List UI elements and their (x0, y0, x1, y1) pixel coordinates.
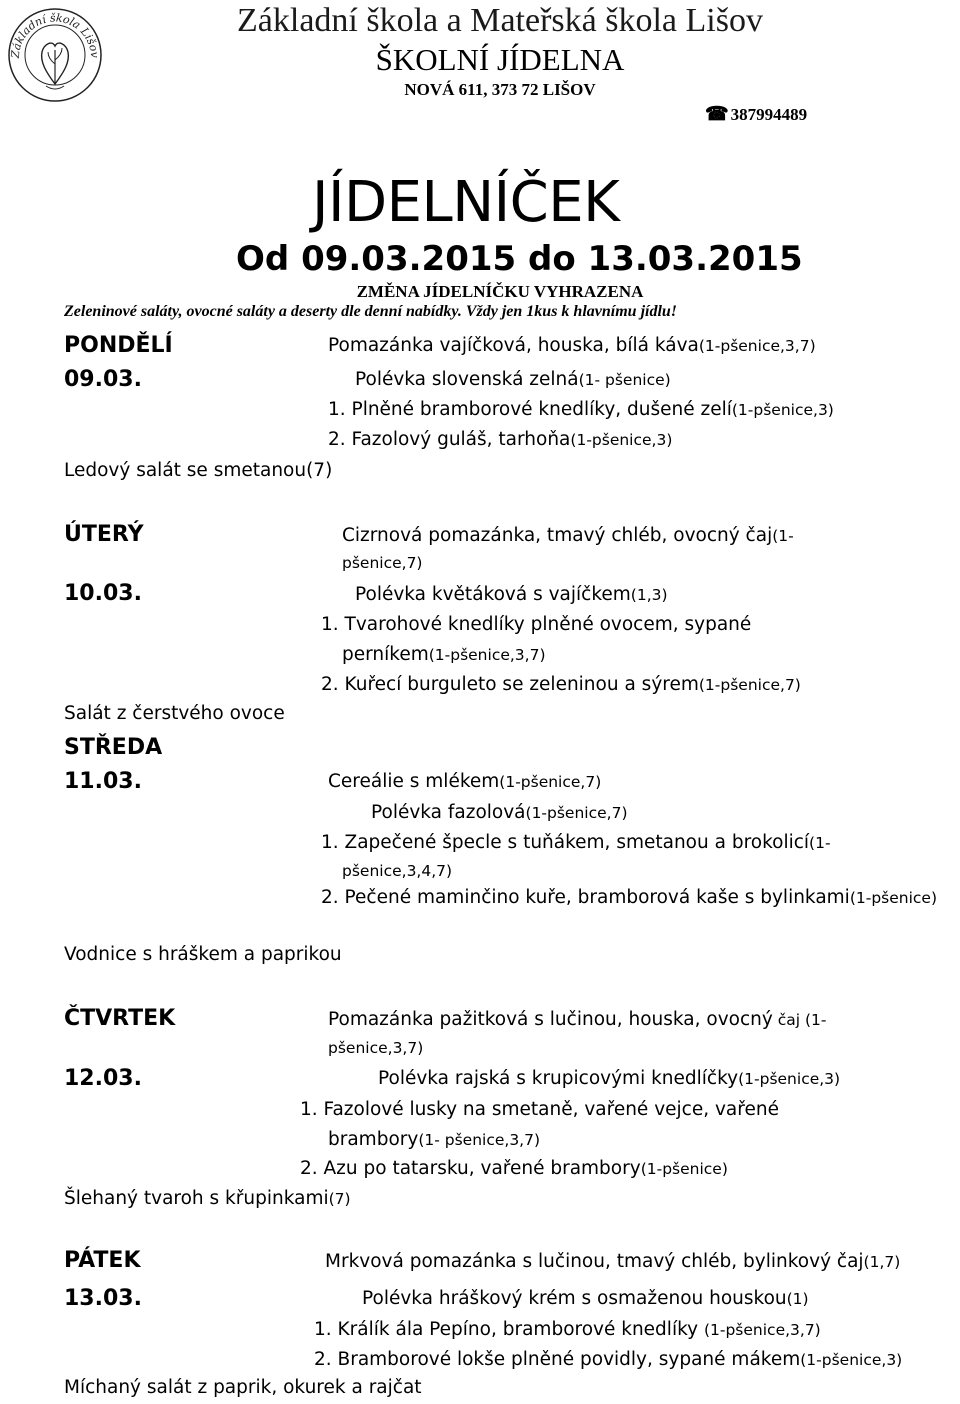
day-date: 13.03. (64, 1286, 142, 1311)
date-range: Od 09.03.2015 do 13.03.2015 (236, 239, 803, 279)
main-text: brambory (328, 1129, 419, 1150)
school-name: Základní škola a Mateřská škola Lišov (237, 2, 763, 39)
allergens: (1-pšenice,7) (499, 773, 602, 791)
phone-number: 387994489 (730, 105, 808, 124)
soup-text: Polévka hráškový krém s osmaženou houskou (362, 1288, 787, 1309)
day-date: 11.03. (64, 769, 142, 794)
extra-dish: Salát z čerstvého ovoce (64, 703, 285, 724)
allergens: (1-pšenice,3) (731, 401, 834, 419)
soup (355, 584, 668, 605)
address: NOVÁ 611, 373 72 LIŠOV (404, 80, 596, 99)
salad-note: Zeleninové saláty, ovocné saláty a deserty dle denní nabídky. Vždy jen 1kus k hlavnímu jídlu! (64, 303, 678, 320)
allergens: (1-pšenice) (640, 1160, 728, 1178)
extra-dish: Míchaný salát z paprik, okurek a rajčat (64, 1377, 422, 1398)
main-text: perníkem (342, 644, 429, 665)
extra-dish: Vodnice s hráškem a paprikou (64, 944, 342, 965)
logo-text: Základní škola Lišov (8, 11, 102, 59)
snack (342, 525, 794, 546)
telephone-icon: ☎ (705, 104, 729, 125)
page-title: JÍDELNÍČEK (312, 170, 620, 235)
allergens: (1-pšenice,3,7) (428, 646, 546, 664)
extra-text: Šlehaný tvaroh s křupinkami (64, 1188, 329, 1209)
allergens: (1-pšenice,3,7) (703, 1321, 821, 1339)
soup-text: Polévka slovenská zelná (355, 369, 579, 390)
main-text: 2. Kuřecí burguleto se zeleninou a sýrem (321, 674, 699, 695)
allergens: (1-pšenice,7) (698, 676, 801, 694)
main-course-2 (321, 887, 937, 908)
change-notice: ZMĚNA JÍDELNÍČKU VYHRAZENA (356, 282, 644, 301)
main-text: 1. Králík ála Pepíno, bramborové knedlíky (314, 1319, 704, 1340)
allergens: (1) (786, 1290, 809, 1308)
soup (371, 802, 628, 823)
allergens: (1-pšenice,3,7) (698, 337, 816, 355)
allergens: (1- pšenice,3,7) (418, 1131, 541, 1149)
soup (355, 369, 671, 390)
day-date: 10.03. (64, 581, 142, 606)
allergens: (1-pšenice,7) (525, 804, 628, 822)
day-name: PÁTEK (64, 1248, 141, 1273)
soup (378, 1068, 840, 1089)
snack-text: Pomazánka vajíčková, houska, bílá káva (328, 335, 699, 356)
canteen-name: ŠKOLNÍ JÍDELNA (375, 42, 625, 77)
allergens: (7) (328, 1190, 351, 1208)
day-name: PONDĚLÍ (64, 333, 173, 358)
extra-dish (64, 1188, 351, 1209)
allergens: čaj (1- (772, 1011, 827, 1029)
main-course-1: 1. Fazolové lusky na smetaně, vařené vejce, vařené (300, 1099, 779, 1120)
allergens: (1-pšenice) (849, 889, 938, 907)
snack-text: Cizrnová pomazánka, tmavý chléb, ovocný čaj (342, 525, 773, 546)
day-date: 12.03. (64, 1066, 142, 1091)
snack-text: Pomazánka pažitková s lučinou, houska, ovocný (328, 1009, 773, 1030)
soup (362, 1288, 809, 1309)
allergens: (1- (772, 527, 794, 545)
allergens: (1- pšenice) (578, 371, 671, 389)
main-text: 2. Pečené maminčino kuře, bramborová kaše s bylinkami (321, 887, 850, 908)
snack-allergens-cont: pšenice,3,7) (328, 1039, 424, 1057)
main-course-2 (314, 1349, 902, 1370)
soup-text: Polévka fazolová (371, 802, 526, 823)
snack (325, 1251, 900, 1272)
day-name: STŘEDA (64, 735, 163, 760)
main-course-1-cont (328, 1129, 540, 1150)
day-name: ÚTERÝ (64, 522, 144, 547)
main-course-1: 1. Tvarohové knedlíky plněné ovocem, sypané (321, 614, 752, 635)
extra-dish: Ledový salát se smetanou(7) (64, 460, 333, 481)
allergens: (1,3) (630, 586, 668, 604)
allergens: (1- (809, 834, 831, 852)
main-course-1 (314, 1319, 821, 1340)
allergens: (1-pšenice,3) (570, 431, 673, 449)
snack (328, 335, 816, 356)
main-text: 1. Zapečené špecle s tuňákem, smetanou a brokolicí (321, 832, 810, 853)
allergens: (1-pšenice,3) (800, 1351, 903, 1369)
day-date: 09.03. (64, 367, 142, 392)
main-course-1-cont (342, 644, 546, 665)
snack (328, 771, 601, 792)
main-course-2 (328, 429, 672, 450)
soup-text: Polévka rajská s krupicovými knedlíčky (378, 1068, 739, 1089)
day-name: ČTVRTEK (64, 1006, 176, 1031)
main-course-2 (300, 1158, 728, 1179)
main-text: 2. Bramborové lokše plněné povidly, sypané mákem (314, 1349, 801, 1370)
allergens: (1,7) (863, 1253, 901, 1271)
allergens: (1-pšenice,3) (738, 1070, 841, 1088)
snack-text: Cereálie s mlékem (328, 771, 500, 792)
main-course-2 (321, 674, 801, 695)
main-text: 1. Plněné bramborové knedlíky, dušené zelí (328, 399, 732, 420)
main-course-1 (328, 399, 834, 420)
main-text: 2. Fazolový guláš, tarhoňa (328, 429, 571, 450)
snack-text: Mrkvová pomazánka s lučinou, tmavý chléb, bylinkový čaj (325, 1251, 864, 1272)
main-course-1 (321, 832, 831, 853)
main-course-1-allergens-cont: pšenice,3,4,7) (342, 862, 453, 880)
snack (328, 1009, 827, 1030)
soup-text: Polévka květáková s vajíčkem (355, 584, 631, 605)
main-text: 2. Azu po tatarsku, vařené brambory (300, 1158, 641, 1179)
phone (705, 103, 807, 126)
snack-allergens-cont: pšenice,7) (342, 554, 423, 572)
